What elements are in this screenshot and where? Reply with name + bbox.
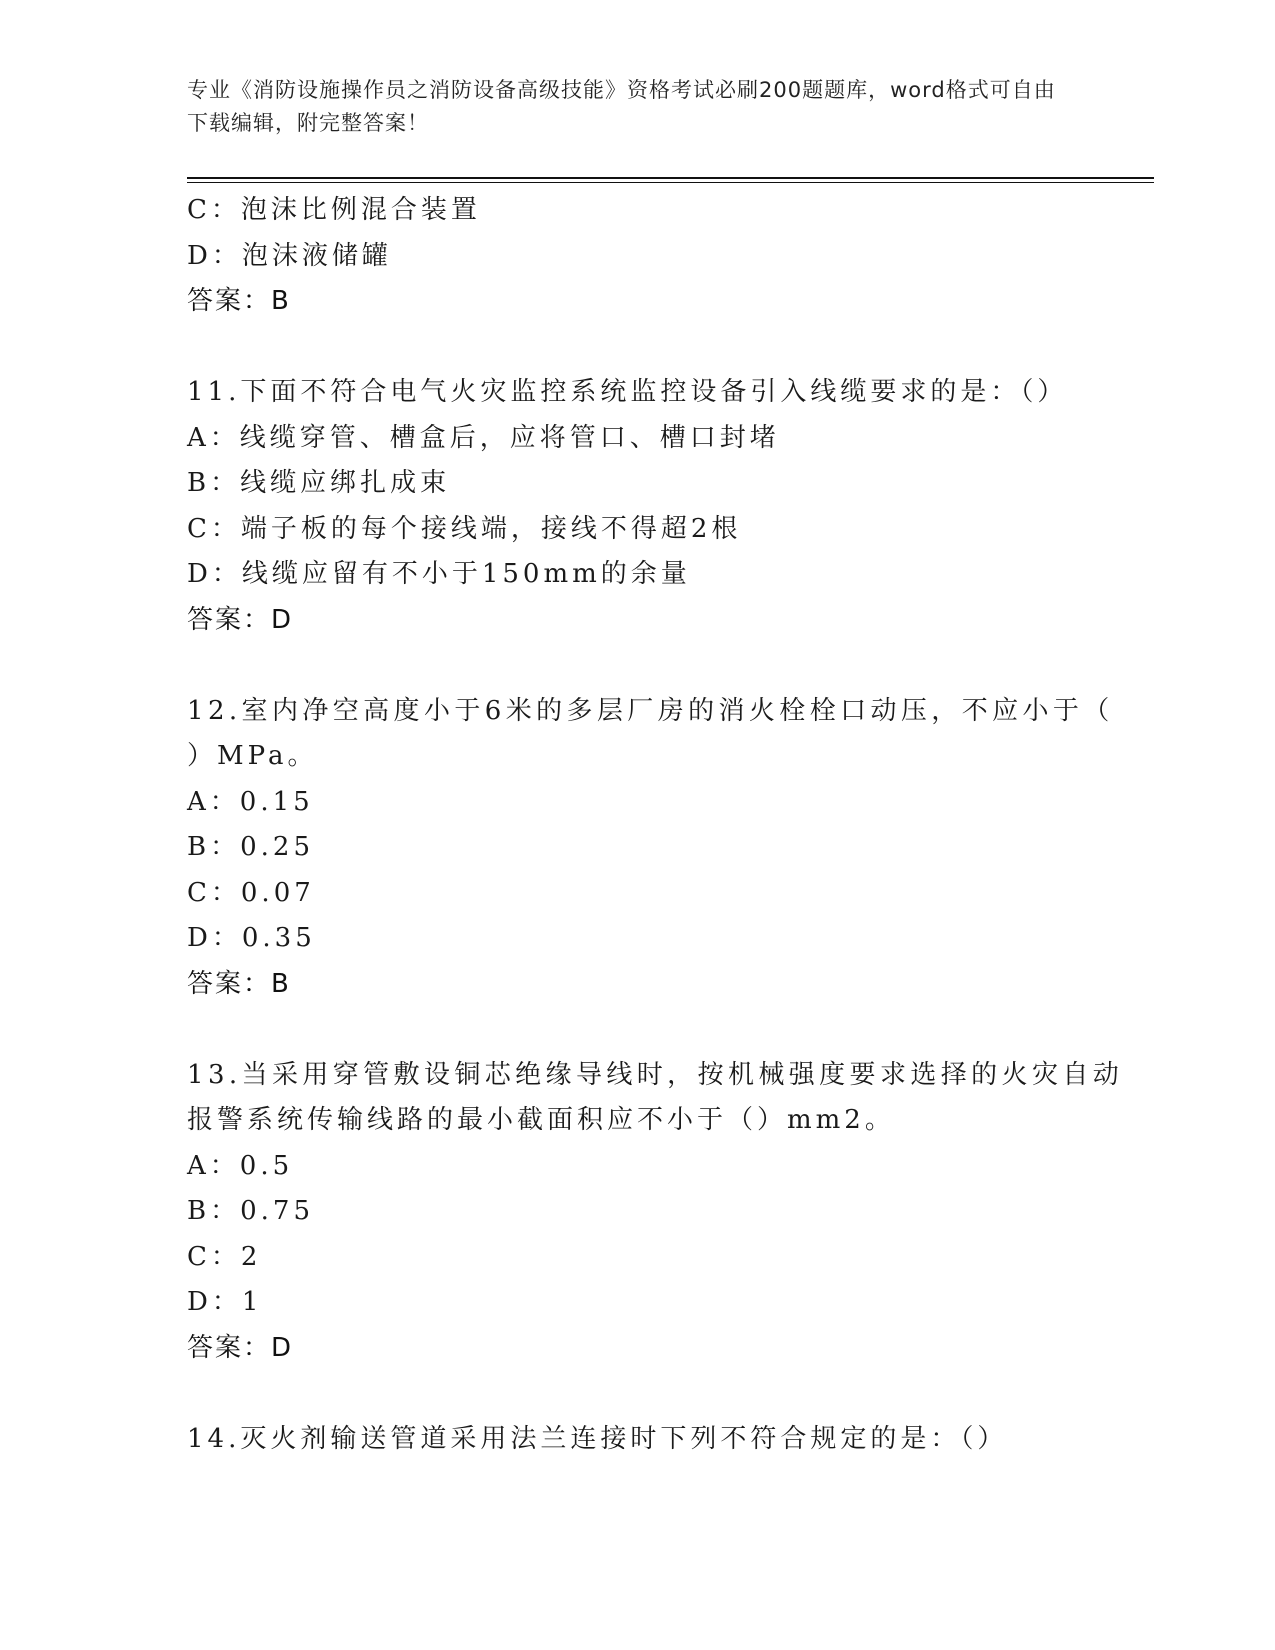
question-block-13 [187,1053,1124,1372]
question-block-10-tail [187,188,1087,325]
option-d: D：1 [187,1287,263,1317]
spacer [187,643,1087,689]
answer-line: 答案：D [187,1332,294,1363]
document-header: 专业《消防设施操作员之消防设备高级技能》资格考试必刷200题题库，word格式可自由下载编辑，附完整答案！ [187,78,1056,135]
spacer [187,325,1087,371]
answer-line: 答案：B [187,968,291,999]
option-a: A：0.15 [187,786,314,817]
question-stem: 14.灭火剂输送管道采用法兰连接时下列不符合规定的是：（） [187,1423,1008,1454]
answer-line: 答案：D [187,604,294,635]
spacer [187,1007,1087,1053]
option-c: C：端子板的每个接线端，接线不得超2根 [187,513,742,544]
question-block-11 [187,370,1087,643]
answer-line: 答案：B [187,286,291,316]
question-stem-line-2: ）MPa。 [187,741,318,771]
option-c: C：0.07 [187,877,315,908]
option-d: D：泡沫液储罐 [187,240,392,271]
option-c: C：2 [187,1241,262,1272]
option-a: A：线缆穿管、槽盒后，应将管口、槽口封堵 [187,422,780,453]
option-a: A：0.5 [187,1150,294,1181]
question-stem-line-1: 12.室内净空高度小于6米的多层厂房的消火栓栓口动压，不应小于（ [187,695,1114,726]
question-block-14 [187,1417,1087,1463]
option-c: C：泡沫比例混合装置 [187,195,481,225]
option-b: B：0.75 [187,1196,314,1226]
question-stem-line-1: 13.当采用穿管敷设铜芯绝缘导线时，按机械强度要求选择的火灾自动 [187,1059,1124,1090]
header-divider-thick [187,177,1154,179]
option-d: D：0.35 [187,923,316,953]
option-b: B：0.25 [187,832,314,862]
option-d: D：线缆应留有不小于150mm的余量 [187,559,691,589]
header-divider-thin [187,182,1154,183]
question-list [187,188,1124,1462]
option-b: B：线缆应绑扎成束 [187,468,451,498]
question-block-12 [187,689,1114,1008]
question-stem-line-2: 报警系统传输线路的最小截面积应不小于（）mm2。 [187,1105,895,1135]
spacer [187,1371,1087,1417]
question-stem: 11.下面不符合电气火灾监控系统监控设备引入线缆要求的是：（） [187,377,1068,407]
